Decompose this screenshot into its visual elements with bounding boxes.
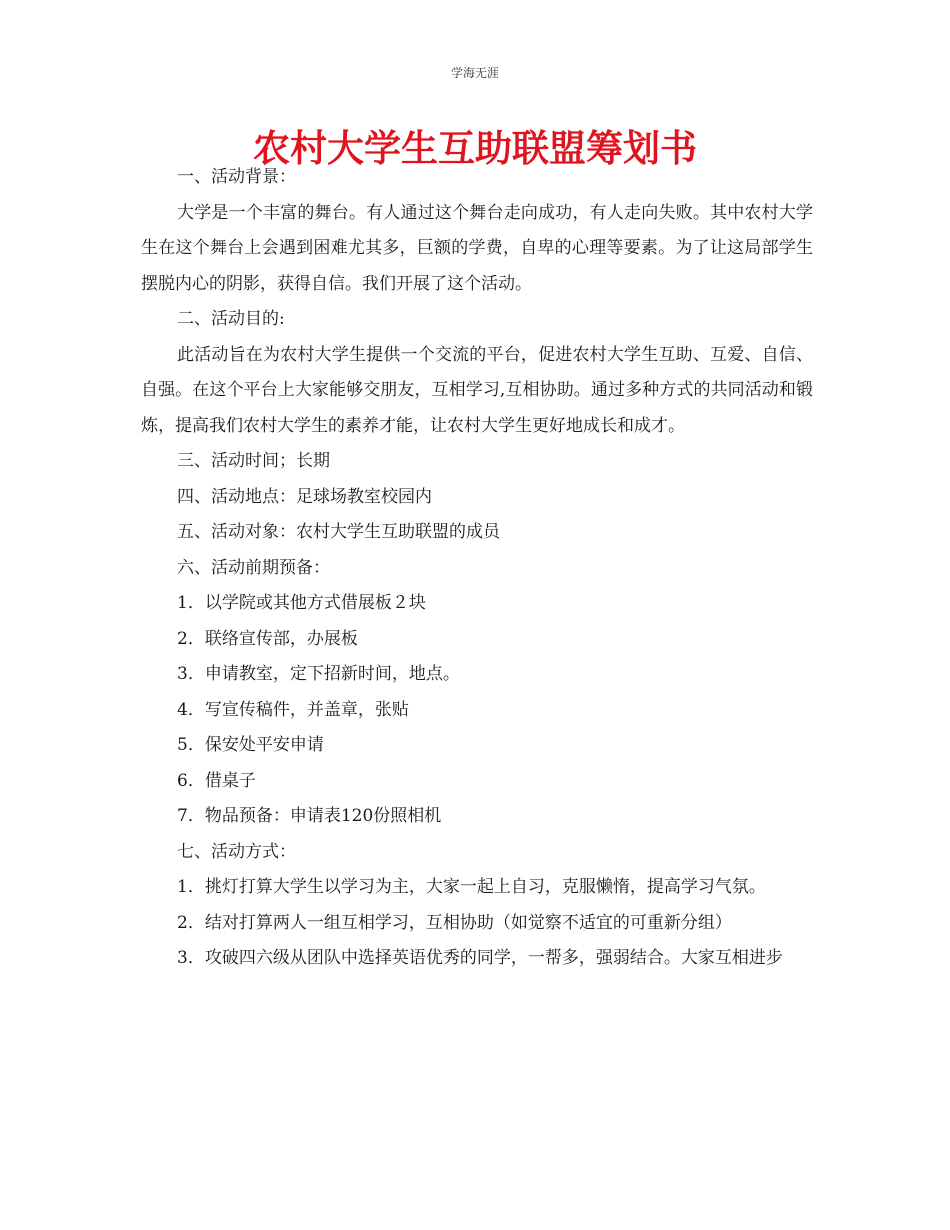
method-item: 3．攻破四六级从团队中选择英语优秀的同学，一帮多，强弱结合。大家互相进步: [177, 948, 783, 968]
method-item: 1．挑灯打算大学生以学习为主，大家一起上自习，克服懒惰，提高学习气氛。: [177, 877, 766, 897]
prep-item: 1．以学院或其他方式借展板２块: [177, 593, 426, 613]
prep-item: 5．保安处平安申请: [177, 735, 324, 755]
background-heading: 一、活动背景：: [177, 167, 296, 187]
prep-item: 2．联络宣传部，办展板: [177, 628, 358, 649]
prep-item: 4．写宣传稿件，并盖章，张贴: [177, 699, 409, 720]
background-paragraph: 大学是一个丰富的舞台。有人通过这个舞台走向成功，有人走向失败。其中农村大学生在这个舞台上会遇到困难尤其多，巨额的学费，自卑的心理等要素。为了让这局部学生摆脱内心的阴影，获得自信。我们开展了这个活动。: [141, 202, 813, 294]
purpose-paragraph: 此活动旨在为农村大学生提供一个交流的平台，促进农村大学生互助、互爱、自信、自强。在这个平台上大家能够交朋友，互相学习,互相协助。通过多种方式的共同活动和锻炼，提高我们农村大学生的素养才能，让农村大学生更好地成长和成才。: [141, 344, 813, 436]
prep-item: 6．借桌子: [177, 770, 256, 791]
time-line: 三、活动时间；长期: [177, 451, 330, 471]
purpose-heading: 二、活动目的:: [177, 309, 285, 329]
place-line: 四、活动地点：足球场教室校园内: [177, 486, 432, 507]
document-title: 农村大学生互助联盟筹划书: [253, 127, 697, 170]
document-body: [141, 160, 813, 977]
prep-item: 7．物品预备：申请表120份照相机: [177, 806, 442, 826]
target-line: 五、活动对象：农村大学生互助联盟的成员: [177, 522, 500, 542]
page-header: 学海无涯: [450, 66, 499, 80]
prep-heading: 六、活动前期预备：: [177, 557, 330, 578]
method-heading: 七、活动方式：: [177, 841, 296, 862]
prep-item: 3．申请教室，定下招新时间，地点。: [177, 664, 460, 684]
method-item: 2．结对打算两人一组互相学习，互相协助（如觉察不适宜的可重新分组）: [177, 912, 732, 933]
